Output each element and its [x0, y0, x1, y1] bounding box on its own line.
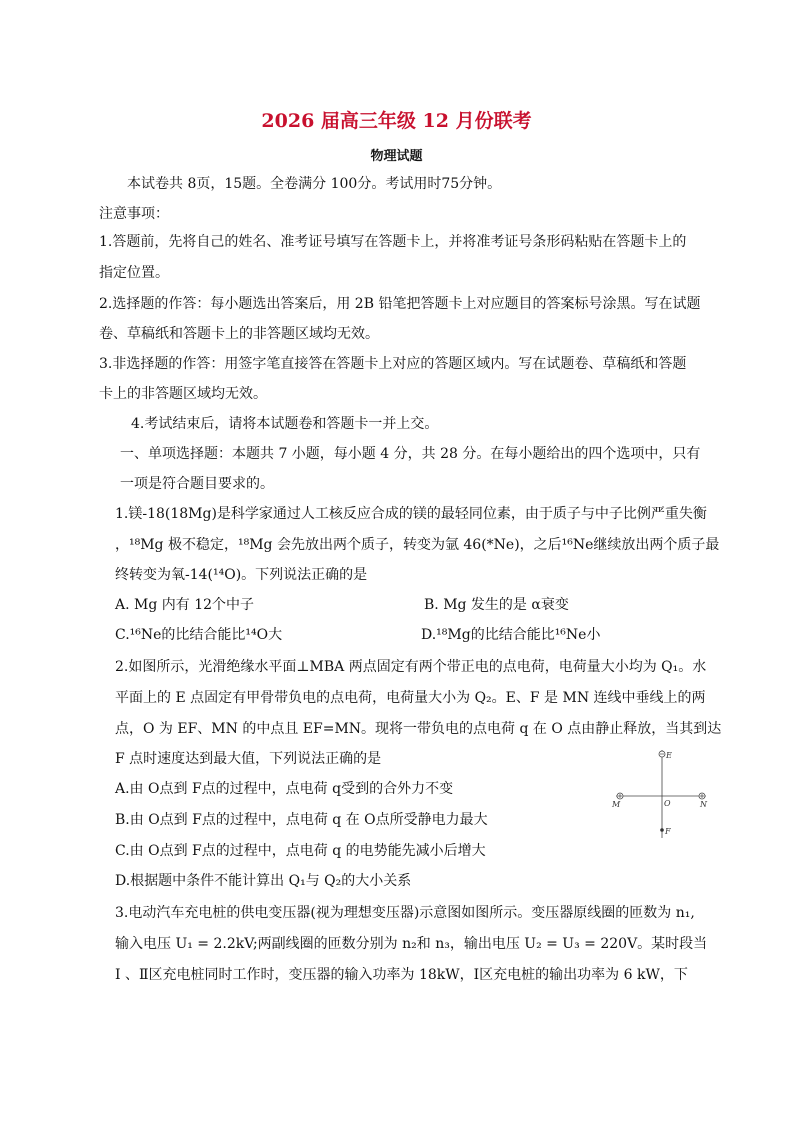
notice-item: 2.选择题的作答：每小题选出答案后，用 2B 铅笔把答题卡上对应题目的答案标号涂黑。写在试题 [99, 296, 701, 312]
label-m: M [612, 800, 621, 809]
q1-option-c: C.¹⁶Ne的比结合能比¹⁴O大 [115, 627, 283, 643]
intro-text: 本试卷共 8页，15题。全卷满分 100分。考试用时75分钟。 [127, 176, 502, 192]
point-f-marker [660, 828, 664, 832]
q2-option-a: A.由 O点到 F点的过程中，点电荷 q受到的合外力不变 [115, 781, 454, 797]
notice-item: 指定位置。 [99, 265, 169, 281]
q1-option-a: A. Mg 内有 12个中子 [115, 597, 255, 613]
notice-item: 3.非选择题的作答：用签字笔直接答在答题卡上对应的答题区域内。写在试题卷、草稿纸和答题 [99, 356, 687, 372]
q1-option-b: B. Mg 发生的是 α衰变 [424, 597, 569, 613]
q2-option-c: C.由 O点到 F点的过程中，点电荷 q 的电势能先减小后增大 [115, 843, 486, 859]
page-title: 2026 届高三年级 12 月份联考 [261, 110, 532, 132]
q2-option-b: B.由 O点到 F点的过程中，点电荷 q 在 O点所受静电力最大 [115, 812, 488, 828]
q1-stem: 1.镁-18(18Mg)是科学家通过人工核反应合成的镁的最轻同位素，由于质子与中子比例严重失衡 [115, 506, 707, 522]
notice-heading: 注意事项： [99, 206, 169, 222]
q1-stem: ，¹⁸Mg 极不稳定，¹⁸Mg 会先放出两个质子，转变为氩 46(*Ne)，之后¹⁶Ne继续放出两个质子最 [115, 537, 720, 553]
label-n: N [700, 800, 707, 809]
q2-option-d: D.根据题中条件不能计算出 Q₁与 Q₂的大小关系 [115, 873, 412, 889]
section-heading: 一、单项选择题：本题共 7 小题，每小题 4 分，共 28 分。在每小题给出的四个选项中，只有 [120, 446, 701, 462]
notice-item: 1.答题前，先将自己的姓名、准考证号填写在答题卡上，并将准考证号条形码粘贴在答题卡上的 [99, 234, 687, 250]
page-subtitle: 物理试题 [370, 149, 423, 164]
label-e: E [666, 751, 672, 760]
q2-stem: F 点时速度达到最大值，下列说法正确的是 [115, 751, 382, 767]
q3-stem: 输入电压 U₁ = 2.2kV;两副线圈的匝数分别为 n₂和 n₃，输出电压 U₂ = U₃ = 220V。某时段当 [115, 936, 708, 952]
q2-stem: 2.如图所示，光滑绝缘水平面⊥MBA 两点固定有两个带正电的点电荷，电荷量大小均为 Q₁。水 [115, 659, 707, 675]
q3-stem: 3.电动汽车充电桩的供电变压器(视为理想变压器)示意图如图所示。变压器原线圈的匝数为 n₁, [115, 905, 695, 921]
notice-item: 卷、草稿纸和答题卡上的非答题区域均无效。 [99, 326, 379, 342]
charge-diagram [606, 744, 716, 844]
notice-item: 4.考试结束后，请将本试题卷和答题卡一并上交。 [131, 416, 439, 432]
q2-stem: 平面上的 E 点固定有甲骨带负电的点电荷，电荷量大小为 Q₂。E、F 是 MN 连线中垂线上的两 [115, 690, 706, 706]
notice-item: 卡上的非答题区域均无效。 [99, 386, 267, 402]
q3-stem: Ⅰ 、Ⅱ区充电桩同时工作时，变压器的输入功率为 18kW，Ⅰ区充电桩的输出功率为 6 kW，下 [115, 967, 688, 983]
section-heading-cont: 一项是符合题目要求的。 [120, 476, 274, 492]
label-f: F [665, 827, 671, 836]
label-o: O [664, 799, 671, 808]
q1-option-d: D.¹⁸Mg的比结合能比¹⁶Ne小 [421, 627, 601, 643]
q1-stem: 终转变为氧-14(¹⁴O)。下列说法正确的是 [115, 567, 368, 583]
q2-stem: 点，O 为 EF、MN 的中点且 EF=MN。现将一带负电的点电荷 q 在 O 点由静止释放，当其到达 [115, 721, 722, 737]
